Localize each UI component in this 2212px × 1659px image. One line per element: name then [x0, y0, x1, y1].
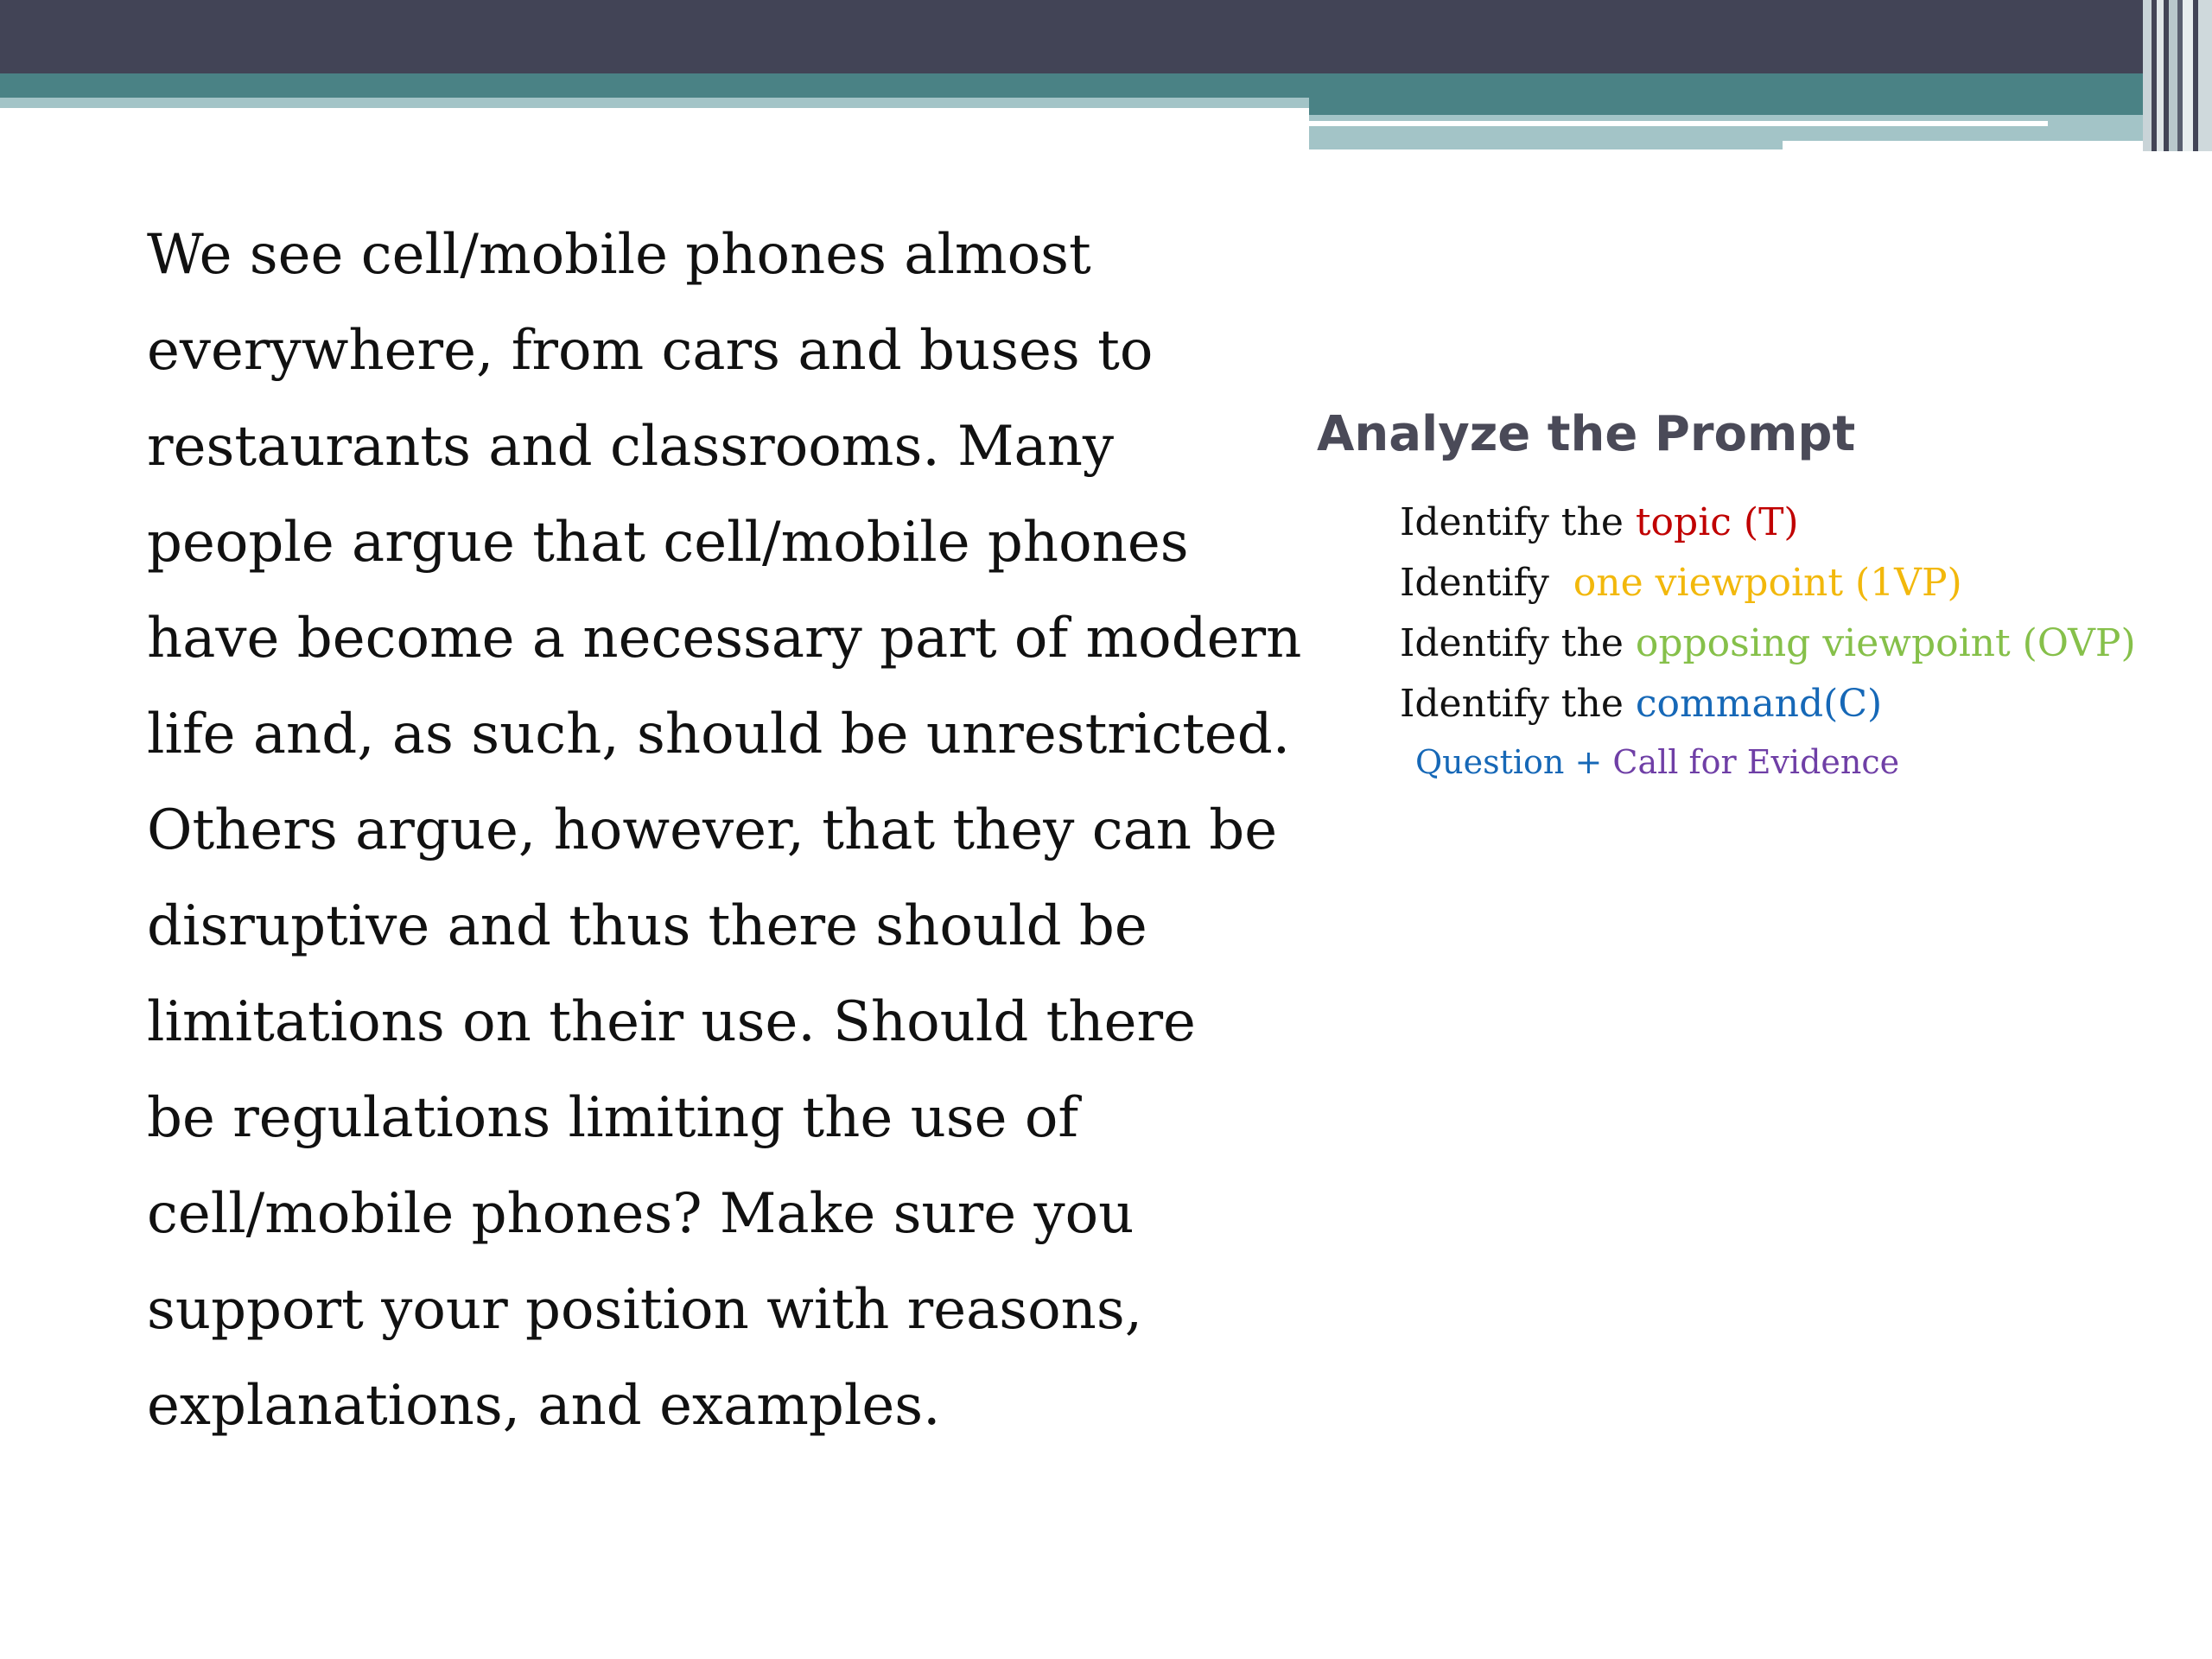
command-detail [1415, 741, 2143, 784]
step-opposing-viewpoint-prefix: Identify the [1400, 621, 1636, 665]
step-one-viewpoint-highlight: one viewpoint (1VP) [1573, 561, 1962, 605]
step-command [1400, 678, 2143, 784]
prompt-text [147, 207, 1302, 1454]
header-band-teal [0, 73, 2212, 98]
prompt-line: life and, as such, should be unrestricted. [147, 702, 1291, 766]
step-topic [1400, 497, 2143, 549]
panel-title: Analyze the Prompt [1317, 406, 1856, 462]
header-band-light [0, 98, 1309, 108]
command-detail-evidence: Call for Evidence [1612, 743, 1900, 781]
prompt-line: We see cell/mobile phones almost [147, 223, 1091, 287]
prompt-line: disruptive and thus there should be [147, 894, 1147, 958]
prompt-line: limitations on their use. Should there [147, 990, 1196, 1054]
step-topic-highlight: topic (T) [1635, 500, 1799, 544]
command-detail-question: Question [1415, 743, 1565, 781]
prompt-line: have become a necessary part of modern [147, 607, 1302, 671]
analysis-steps [1400, 497, 2143, 784]
step-topic-prefix: Identify the [1400, 500, 1636, 544]
step-opposing-viewpoint [1400, 618, 2143, 670]
prompt-line: everywhere, from cars and buses to [147, 319, 1154, 383]
step-command-prefix: Identify the [1400, 682, 1636, 726]
step-opposing-viewpoint-highlight: opposing viewpoint (OVP) [1635, 621, 2136, 665]
header-accent-line [1309, 121, 2048, 126]
prompt-line: Others argue, however, that they can be [147, 798, 1278, 862]
prompt-line: support your position with reasons, [147, 1278, 1143, 1342]
step-command-highlight: command(C) [1635, 682, 1883, 726]
step-one-viewpoint-prefix: Identify [1400, 561, 1573, 605]
prompt-line: cell/mobile phones? Make sure you [147, 1182, 1135, 1246]
prompt-line: people argue that cell/mobile phones [147, 511, 1189, 575]
step-one-viewpoint [1400, 557, 2143, 609]
header-band-right-teal [1309, 98, 2212, 115]
prompt-line: restaurants and classrooms. Many [147, 415, 1115, 479]
command-detail-plus: + [1564, 743, 1613, 781]
prompt-line: be regulations limiting the use of [147, 1086, 1079, 1150]
prompt-line: explanations, and examples. [147, 1374, 941, 1438]
header-stripes [2143, 0, 2212, 151]
header-band-dark [0, 0, 2212, 73]
